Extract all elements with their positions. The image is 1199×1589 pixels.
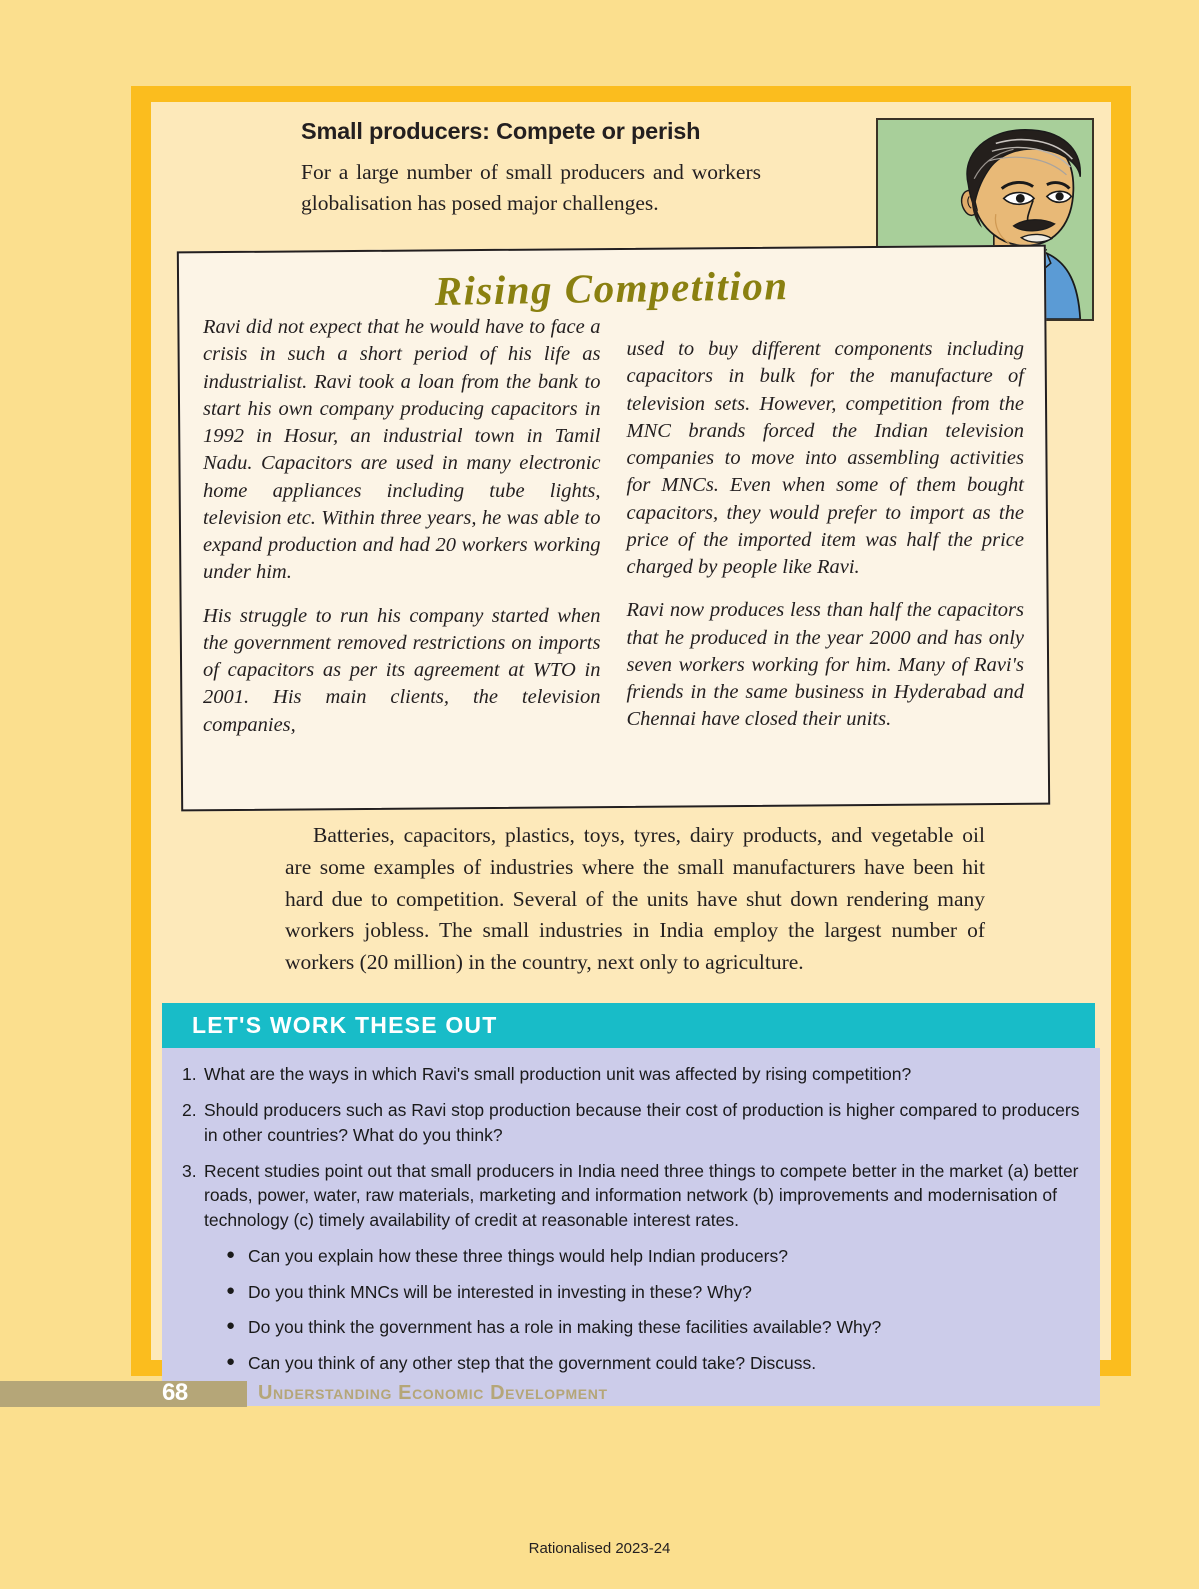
worksheet-section: [162, 1003, 1095, 1406]
bullet-dot-icon: ●: [226, 1352, 236, 1370]
worksheet-question: [176, 1062, 1082, 1087]
page-number: 68: [162, 1379, 188, 1406]
question-number: 2.: [182, 1099, 197, 1120]
story-paragraph: His struggle to run his company started when the government removed restrictions on imports of capacitors as per its agreement at WTO in 2001. His main clients, the television companies,: [202, 604, 601, 736]
question-text: What are the ways in which Ravi's small production unit was affected by rising competition?: [204, 1064, 912, 1084]
bullet-text: Do you think the government has a role in making these facilities available? Why?: [248, 1317, 882, 1338]
rationalised-watermark: Rationalised 2023-24: [528, 1540, 671, 1557]
worksheet-bullet-list: [176, 1244, 1082, 1375]
story-box: [177, 245, 1050, 812]
bullet-list-item: [176, 1315, 1082, 1340]
story-column-right: [626, 314, 1024, 739]
section-title: Small producers: Compete or perish: [301, 118, 701, 144]
story-column-left: [203, 314, 601, 739]
bullet-dot-icon: ●: [226, 1246, 236, 1264]
story-title: Rising Competition: [434, 262, 789, 314]
question-number: 3.: [182, 1160, 197, 1181]
bullet-dot-icon: ●: [226, 1317, 236, 1335]
worksheet-header: LET'S WORK THESE OUT: [162, 1003, 1095, 1048]
book-title-footer: Understanding Economic Development: [258, 1382, 608, 1404]
worksheet-question: [176, 1098, 1082, 1148]
section-intro-paragraph: For a large number of small producers and workers globalisation has posed major challenges.: [301, 160, 761, 216]
bullet-text: Can you explain how these three things would help Indian producers?: [248, 1246, 788, 1267]
body-paragraph: Batteries, capacitors, plastics, toys, tyres, dairy products, and vegetable oil are some examples of industries where the small manufacturers have been hit hard due to competition. Several of the units have shut down rendering many workers jobless. The small industries in India employ the largest number of workers (20 million) in the country, next only to agriculture.: [285, 823, 985, 975]
story-paragraph: Ravi now produces less than half the capacitors that he produced in the year 2000 and has only seven workers working for him. Many of Ravi's friends in the same business in Hyderabad and Chennai have closed their units.: [626, 599, 1024, 731]
story-columns: [181, 314, 1046, 739]
worksheet-question: [176, 1159, 1082, 1234]
header-block: [301, 118, 861, 219]
bullet-list-item: [176, 1244, 1082, 1269]
footer-accent-bar: [0, 1381, 247, 1407]
story-paragraph: used to buy different components including capacitors in bulk for the manufacture of television sets. However, competition from the MNC brands forced the Indian television companies to move into assembling activities for MNCs. Even when some of them bought capacitors, they would prefer to import as the price of the imported item was half the price charged by people like Ravi.: [626, 338, 1024, 579]
story-paragraph: Ravi did not expect that he would have to face a crisis in such a short period of his life as industrialist. Ravi took a loan from the bank to start his own company producing capacitors in 1992 in Hosur, an industrial town in Tamil Nadu. Capacitors are used in many electronic home appliances including tube lights, television etc. Within three years, he was able to expand production and had 20 workers working under him.: [202, 316, 601, 584]
bullet-list-item: [176, 1280, 1082, 1305]
bullet-dot-icon: ●: [226, 1281, 236, 1299]
bullet-text: Can you think of any other step that the government could take? Discuss.: [248, 1352, 817, 1373]
question-number: 1.: [182, 1064, 197, 1084]
question-text: Recent studies point out that small producers in India need three things to compete better in the market (a) better roads, power, water, raw materials, marketing and information network (b) improvements and modernisation of technology (c) timely availability of credit at reasonable interest rates.: [204, 1160, 1079, 1231]
question-text: Should producers such as Ravi stop production because their cost of production is higher compared to producers in other countries? What do you think?: [204, 1099, 1080, 1145]
bullet-text: Do you think MNCs will be interested in investing in these? Why?: [248, 1281, 752, 1302]
worksheet-body: [162, 1048, 1100, 1406]
bullet-list-item: [176, 1351, 1082, 1376]
